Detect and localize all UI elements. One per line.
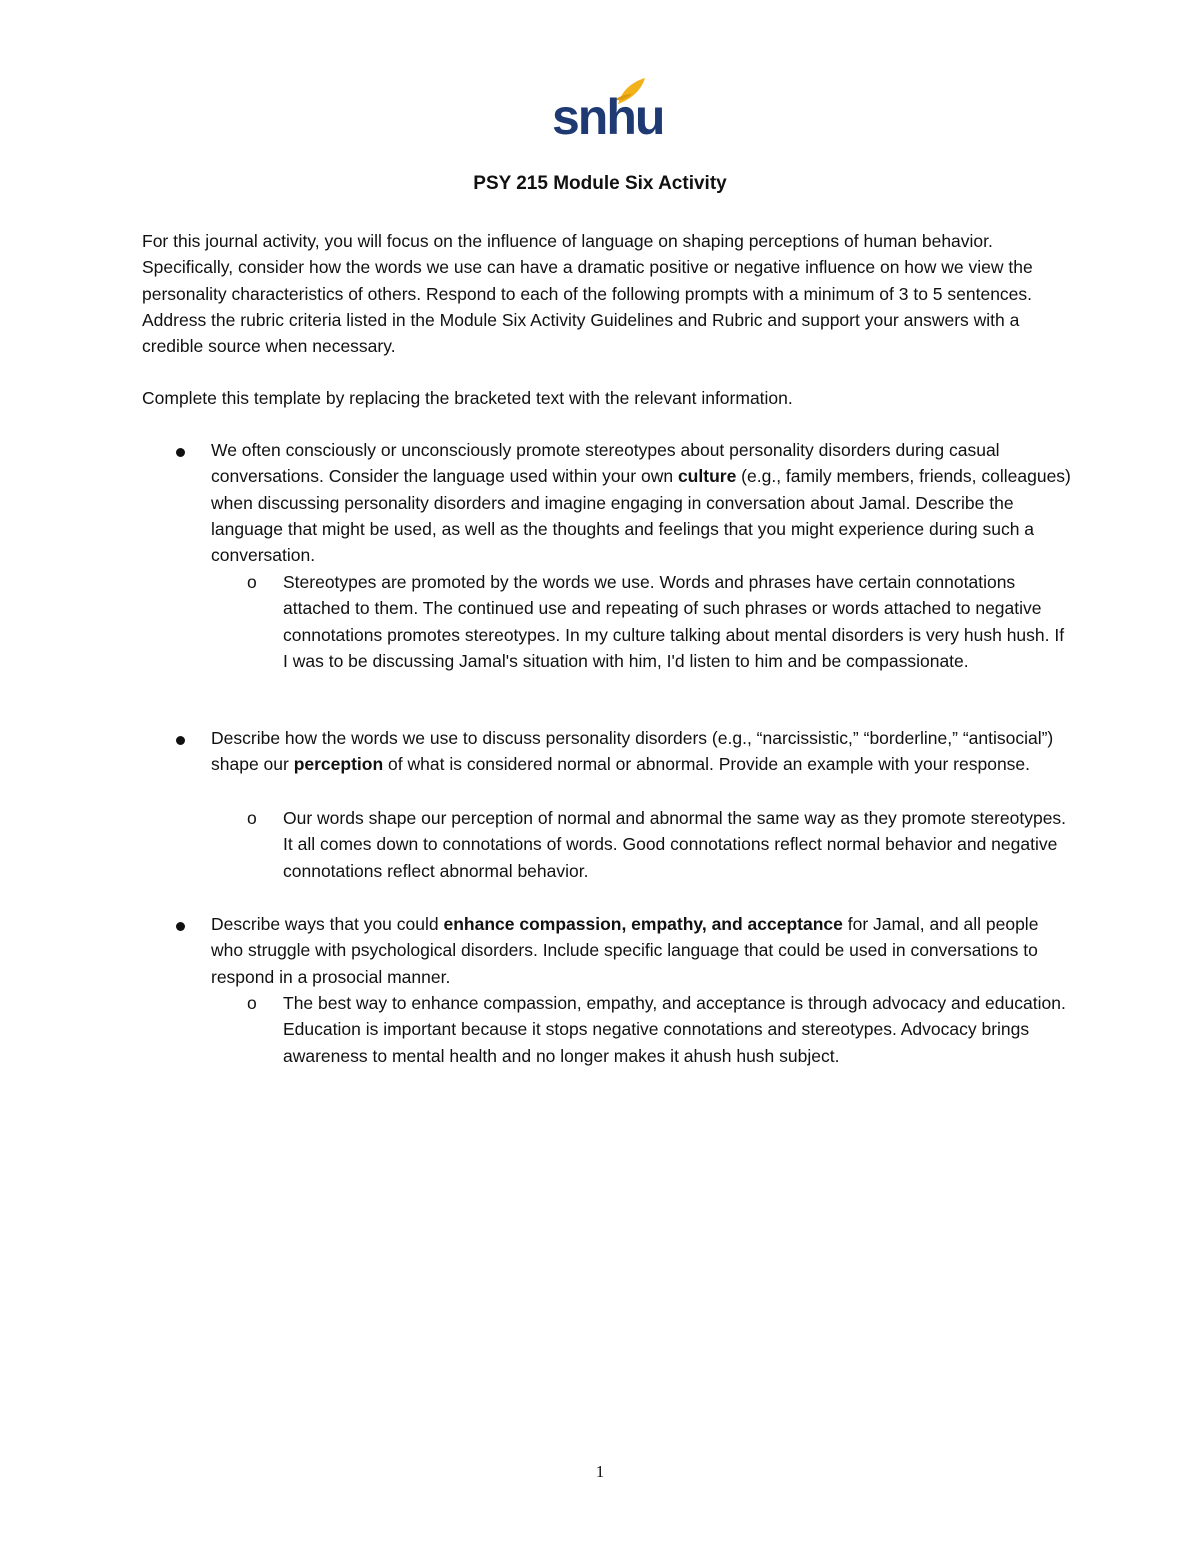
prompt-1-answer: Stereotypes are promoted by the words we use. Words and phrases have certain connotations attached to them. The continued use and repeating of such phrases or words attached to negative connotations promotes stereotypes. In my culture talking about mental disorders is very hush hush. If I was to be discussing Jamal's situation with him, I'd listen to him and be compassionate. (283, 572, 1065, 671)
sub-bullet-marker: o (247, 808, 257, 828)
prompt-text: for Jamal, and all people who struggle with psychological disorders. Include specific language that could be used in conversations to respond in a prosocial manner. (211, 914, 1039, 987)
prompt-2-answer: Our words shape our perception of normal and abnormal the same way as they promote stereotypes. It all comes down to connotations of words. Good connotations reflect normal behavior and negative connotations reflect abnormal behavior. (283, 808, 1067, 881)
instruction-paragraph: Complete this template by replacing the bracketed text with the relevant information. (142, 388, 793, 408)
snhu-logo (552, 76, 664, 145)
bullet-marker (176, 736, 185, 745)
prompt-3-question (211, 911, 1071, 990)
bullet-marker (176, 448, 185, 457)
prompt-emphasis: culture (677, 466, 737, 487)
prompt-text: We often consciously or unconsciously promote stereotypes about personality disorders during casual conversations. Consider the language used within your own (211, 440, 1000, 487)
sub-bullet-marker: o (247, 572, 257, 592)
intro-paragraph: For this journal activity, you will focus on the influence of language on shaping perceptions of human behavior. Specifically, consider how the words we use can have a dramatic positive or negative influence on how we view the personality characteristics of others. Respond to each of the following prompts with a minimum of 3 to 5 sentences. Address the rubric criteria listed in the Module Six Activity Guidelines and Rubric and support your answers with a credible source when necessary. (142, 231, 1033, 357)
prompt-text: Describe how the words we use to discuss personality disorders (e.g., “narcissistic,” “borderline,” “antisocial”) shape our (211, 728, 1054, 775)
page-number: 1 (595, 1462, 605, 1481)
prompt-3-answer: The best way to enhance compassion, empathy, and acceptance is through advocacy and education. Education is important because it stops negative connotations and stereotypes. Advocacy brings awareness to mental health and no longer makes it ahush hush subject. (283, 993, 1066, 1066)
prompt-emphasis: enhance compassion, empathy, and acceptance (443, 914, 843, 934)
document-title: PSY 215 Module Six Activity (473, 173, 727, 194)
prompt-2-question (211, 725, 1071, 778)
bullet-marker (176, 922, 185, 931)
prompt-text: of what is considered normal or abnormal. Provide an example with your response. (383, 754, 1031, 775)
logo-text: snhu (552, 89, 664, 145)
prompt-1-question (211, 437, 1071, 568)
prompt-text: Describe ways that you could (211, 914, 444, 934)
sub-bullet-marker: o (247, 993, 257, 1013)
prompt-text: (e.g., family members, friends, colleagues) when discussing personality disorders and imagine engaging in conversation about Jamal. Describe the language that might be used, as well as the thoughts and feelings that you might experience during such a conversation. (211, 466, 1071, 566)
prompt-emphasis: perception (293, 754, 384, 775)
